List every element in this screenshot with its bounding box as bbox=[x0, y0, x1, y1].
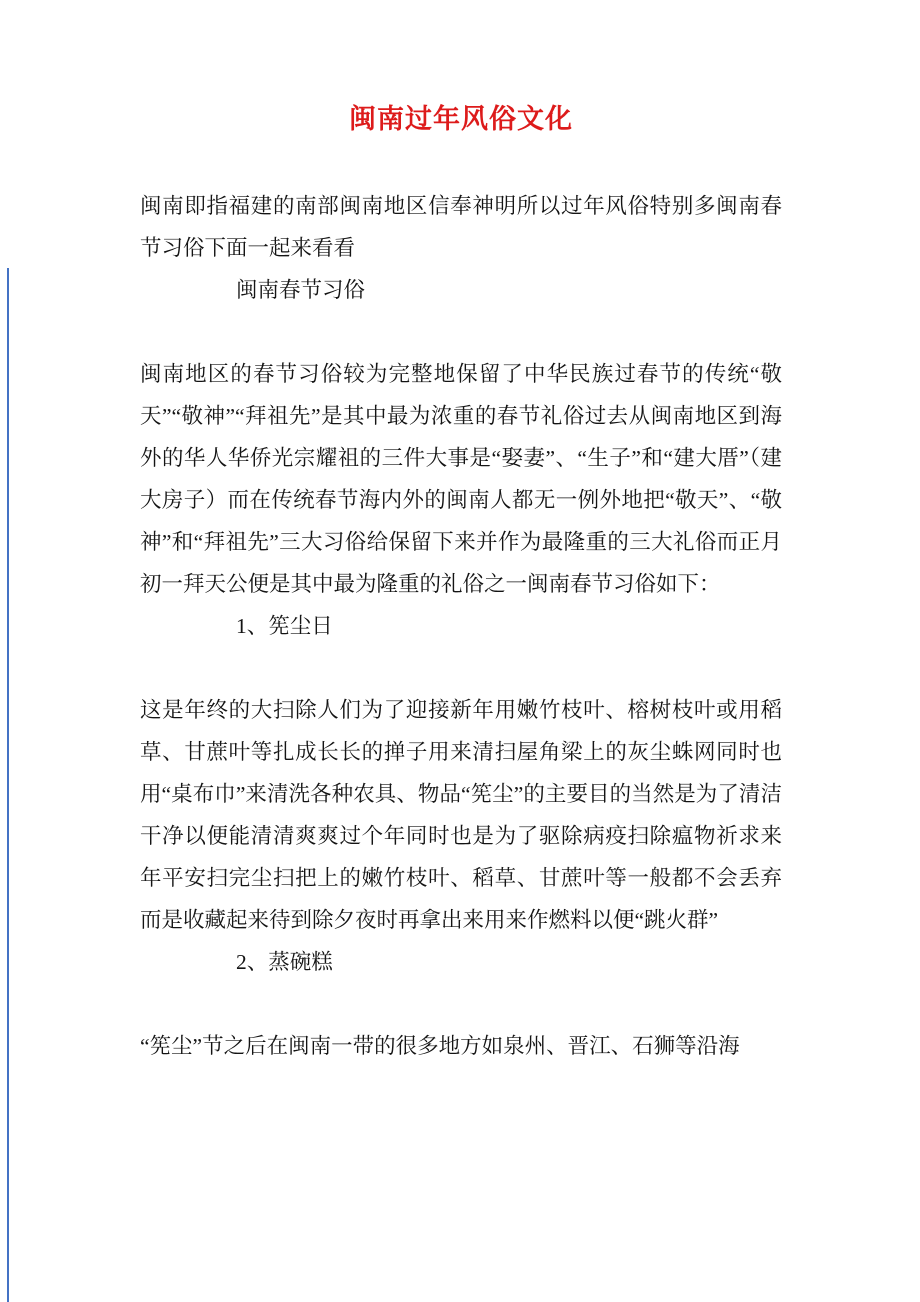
section-heading: 1、筅尘日 bbox=[236, 614, 333, 638]
section-heading: 闽南春节习俗 bbox=[236, 278, 366, 302]
paragraph: 闽南地区的春节习俗较为完整地保留了中华民族过春节的传统“敬天”“敬神”“拜祖先”是其中最为浓重的春节礼俗过去从闽南地区到海外的华人华侨光宗耀祖的三件大事是“娶妻”、“生子”和“建大厝”（建大房子）而在传统春节海内外的闽南人都无一例外地把“敬天”、“敬神”和“拜祖先”三大习俗给保留下来并作为最隆重的三大礼俗而正月初一拜天公便是其中最为隆重的礼俗之一闽南春节习俗如下： bbox=[140, 362, 782, 596]
paragraph: 闽南即指福建的南部闽南地区信奉神明所以过年风俗特别多闽南春节习俗下面一起来看看 bbox=[140, 194, 782, 260]
document-body bbox=[140, 185, 782, 1067]
section-heading: 2、蒸碗糕 bbox=[236, 950, 333, 974]
paragraph: “筅尘”节之后在闽南一带的很多地方如泉州、晋江、石狮等沿海 bbox=[140, 1034, 740, 1058]
page-title: 闽南过年风俗文化 bbox=[349, 104, 573, 134]
paragraph: 这是年终的大扫除人们为了迎接新年用嫩竹枝叶、榕树枝叶或用稻草、甘蔗叶等扎成长长的掸子用来清扫屋角梁上的灰尘蛛网同时也用“桌布巾”来清洗各种农具、物品“筅尘”的主要目的当然是为了清洁干净以便能清清爽爽过个年同时也是为了驱除病疫扫除瘟物祈求来年平安扫完尘扫把上的嫩竹枝叶、稻草、甘蔗叶等一般都不会丢弃而是收藏起来待到除夕夜时再拿出来用来作燃料以便“跳火群” bbox=[140, 698, 782, 932]
